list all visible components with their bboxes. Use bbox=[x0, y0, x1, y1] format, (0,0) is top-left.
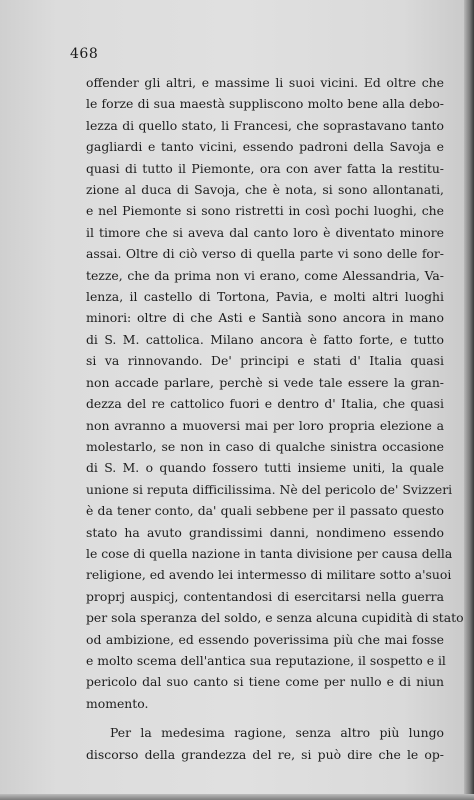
paragraph bbox=[86, 722, 444, 765]
text-line: le cose di quella nazione in tanta divisione per causa della bbox=[86, 545, 453, 561]
text-line: minori: oltre di che Asti e Santià sono ancora in mano bbox=[86, 310, 444, 326]
text-line: unione si reputa difficilissima. Nè del pericolo de' Svizzeri bbox=[86, 481, 453, 497]
text-line: od ambizione, ed essendo poverissima più che mai fosse bbox=[86, 631, 444, 647]
text-line: momento. bbox=[86, 695, 149, 711]
text-line: discorso della grandezza del re, si può dire che le op- bbox=[86, 746, 444, 762]
text-line: pericolo dal suo canto si tiene come per nullo e di niun bbox=[86, 674, 444, 690]
page-bottom-edge bbox=[0, 794, 474, 800]
text-line: zione al duca di Savoja, che è nota, si sono allontanati, bbox=[86, 182, 444, 198]
text-line: offender gli altri, e massime li suoi vicini. Ed oltre che bbox=[86, 75, 444, 90]
text-line: religione, ed avendo lei intermesso di militare sotto a'suoi bbox=[86, 567, 452, 583]
text-line: molestarlo, se non in caso di qualche sinistra occasione bbox=[86, 438, 444, 454]
paragraph-gap bbox=[86, 714, 444, 722]
text-line: non avranno a muoversi mai per loro propria elezione a bbox=[86, 417, 444, 433]
text-line: proprj auspicj, contentandosi di esercitarsi nella guerra bbox=[86, 588, 444, 604]
text-line: e nel Piemonte si sono ristretti in così pochi luoghi, che bbox=[86, 203, 444, 219]
text-line: stato ha avuto grandissimi danni, nondimeno essendo bbox=[86, 524, 444, 540]
text-line: di S. M. cattolica. Milano ancora è fatto forte, e tutto bbox=[86, 331, 444, 347]
text-line: tezze, che da prima non vi erano, come Alessandria, Va- bbox=[86, 267, 444, 283]
paragraph bbox=[86, 72, 464, 714]
text-line: lenza, il castello di Tortona, Pavia, e molti altri luoghi bbox=[86, 289, 444, 305]
text-line: lezza di quello stato, li Francesi, che soprastavano tanto bbox=[86, 117, 444, 133]
text-line: e molto scema dell'antica sua reputazione, il sospetto e il bbox=[86, 652, 446, 668]
text-line: è da tener conto, da' quali sebbene per il passato questo bbox=[86, 503, 444, 519]
text-line: le forze di sua maestà suppliscono molto bene alla debo- bbox=[86, 96, 444, 112]
text-line: Per la medesima ragione, senza altro più lungo bbox=[110, 725, 444, 741]
text-line: dezza del re cattolico fuori e dentro d' Italia, che quasi bbox=[86, 396, 444, 412]
text-line: il timore che si aveva dal canto loro è diventato minore bbox=[86, 224, 444, 240]
body-text bbox=[86, 72, 464, 765]
page-edge-shadow bbox=[464, 0, 474, 800]
text-line: di S. M. o quando fossero tutti insieme uniti, la quale bbox=[86, 460, 444, 476]
text-line: quasi di tutto il Piemonte, ora con aver fatta la restitu- bbox=[86, 160, 444, 176]
text-line: assai. Oltre di ciò verso di quella parte vi sono delle for- bbox=[86, 246, 444, 262]
text-line: gagliardi e tanto vicini, essendo padroni della Savoja e bbox=[86, 139, 444, 155]
text-line: non accade parlare, perchè si vede tale essere la gran- bbox=[86, 374, 444, 390]
text-line: si va rinnovando. De' principi e stati d' Italia quasi bbox=[86, 353, 444, 369]
text-line: per sola speranza del soldo, e senza alcuna cupidità di stato bbox=[86, 610, 464, 626]
page-number: 468 bbox=[70, 46, 99, 62]
